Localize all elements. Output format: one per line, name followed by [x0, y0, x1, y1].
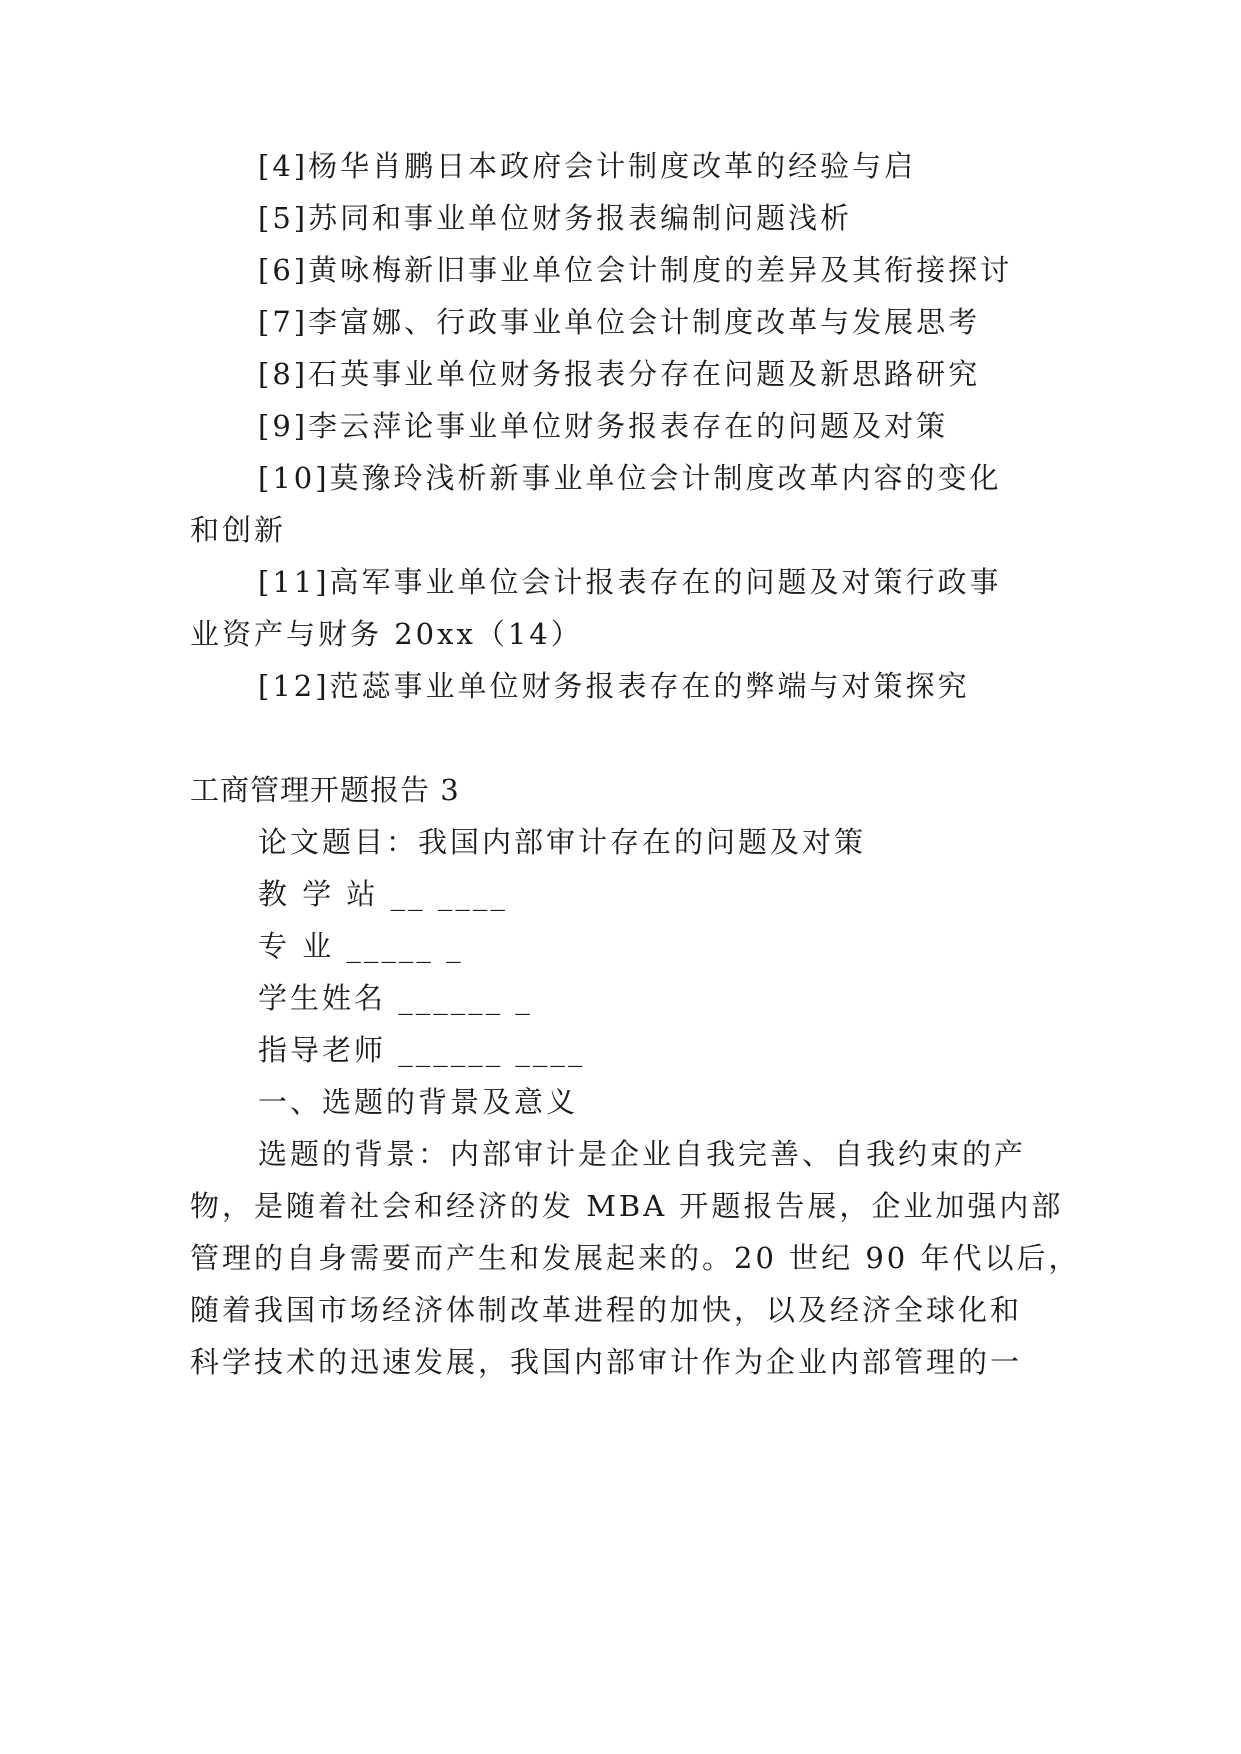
reference-item: [8]石英事业单位财务报表分存在问题及新思路研究 [258, 357, 981, 391]
thesis-topic: 论文题目：我国内部审计存在的问题及对策 [258, 825, 867, 859]
section-title: 工商管理开题报告 3 [190, 773, 460, 807]
paragraph-line: 科学技术的迅速发展，我国内部审计作为企业内部管理的一 [190, 1345, 1023, 1379]
paragraph-line: 随着我国市场经济体制改革进程的加快，以及经济全球化和 [190, 1293, 1023, 1327]
student-name-field: 学生姓名 ______ _ [258, 981, 533, 1015]
reference-item: [5]苏同和事业单位财务报表编制问题浅析 [258, 201, 853, 235]
paragraph-line: 选题的背景：内部审计是企业自我完善、自我约束的产 [258, 1137, 1027, 1171]
reference-item-continuation: 和创新 [190, 513, 287, 547]
paragraph-line: 物，是随着社会和经济的发 MBA 开题报告展，企业加强内部 [190, 1189, 1064, 1223]
section-heading: 一、选题的背景及意义 [258, 1085, 579, 1119]
teaching-station-field: 教 学 站 __ ____ [258, 877, 508, 911]
major-field: 专 业 _____ _ [258, 929, 464, 963]
paragraph-line: 管理的自身需要而产生和发展起来的。20 世纪 90 年代以后， [190, 1241, 1081, 1275]
reference-item: [12]范蕊事业单位财务报表存在的弊端与对策探究 [258, 669, 970, 703]
reference-item: [9]李云萍论事业单位财务报表存在的问题及对策 [258, 409, 949, 443]
reference-item: [11]高军事业单位会计报表存在的问题及对策行政事 [258, 565, 1002, 599]
advisor-field: 指导老师 ______ ____ [258, 1033, 586, 1067]
reference-item: [10]莫豫玲浅析新事业单位会计制度改革内容的变化 [258, 461, 1002, 495]
reference-item: [7]李富娜、行政事业单位会计制度改革与发展思考 [258, 305, 981, 339]
reference-item: [4]杨华肖鹏日本政府会计制度改革的经验与启 [258, 149, 917, 183]
reference-item-continuation: 业资产与财务 20xx（14） [190, 617, 583, 651]
reference-item: [6]黄咏梅新旧事业单位会计制度的差异及其衔接探讨 [258, 253, 1013, 287]
